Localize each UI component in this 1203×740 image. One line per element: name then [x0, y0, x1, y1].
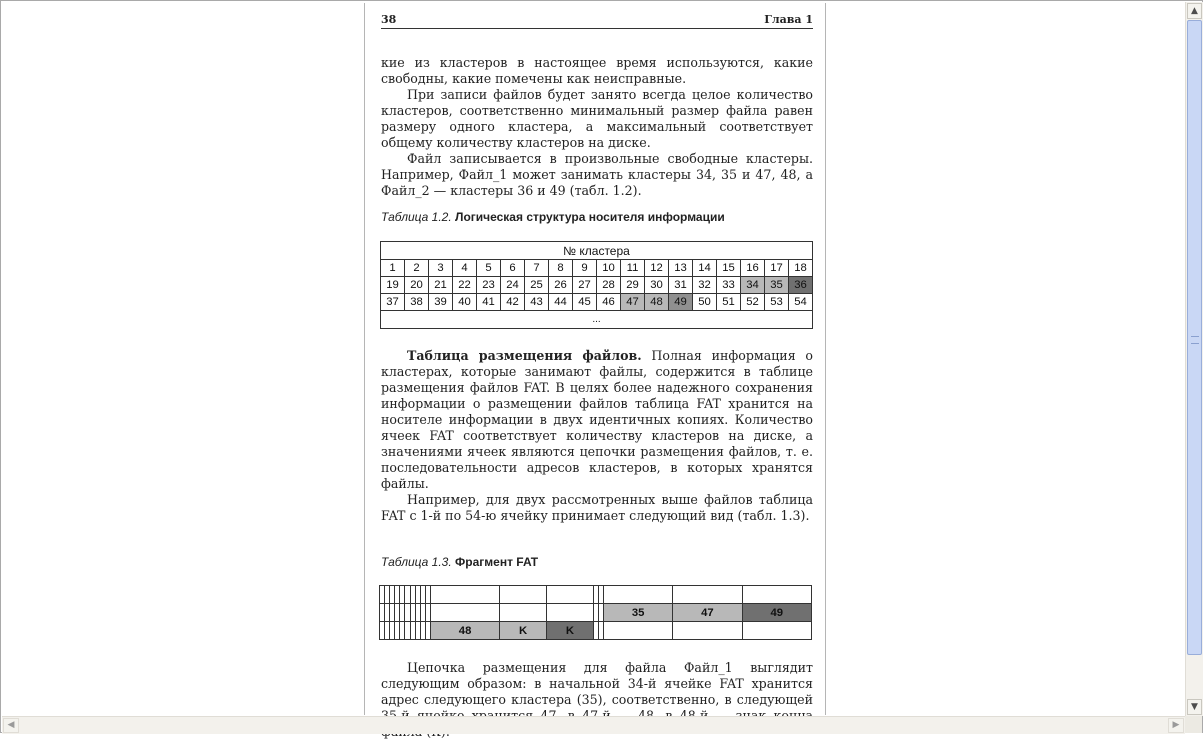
table-row: [381, 260, 813, 277]
paragraph-5: [381, 492, 813, 524]
table-cell: 27: [573, 277, 597, 294]
paragraph-2: [381, 87, 813, 151]
table-cell: 52: [741, 294, 765, 311]
scroll-down-button[interactable]: [1187, 699, 1202, 715]
table-cell: 51: [717, 294, 741, 311]
table-cell: 13: [669, 260, 693, 277]
paragraph-4-text: Полная информация о кластерах, которые занимают файлы, содержится в таблице размещения файлов FAT. В целях более надежного сохранения информации о размещении файлов таблица FAT хранится на носителе информации в двух идентичных копиях. Количество ячеек FAT соответствует количеству кластеров на диске, а значениями ячеек являются цепочки размещения файлов, т. е. последовательности адресов кластеров, в которых хранятся файлы.: [381, 348, 813, 491]
paragraph-1-text: кие из кластеров в настоящее время используются, какие свободны, какие помечены как неисправные.: [381, 55, 813, 86]
table-cell-file1: 35: [765, 277, 789, 294]
table-cell: 17: [765, 260, 789, 277]
table-cell: 4: [453, 260, 477, 277]
scroll-up-button[interactable]: [1187, 3, 1202, 19]
table-1-2-title: Логическая структура носителя информации: [451, 210, 725, 224]
table-cell: 26: [549, 277, 573, 294]
table-cell: 39: [429, 294, 453, 311]
table-cell-file2: 36: [789, 277, 813, 294]
paragraph-4: [381, 348, 813, 492]
table-cell: 45: [573, 294, 597, 311]
table-cell: 44: [549, 294, 573, 311]
table-cell-file2: K: [547, 622, 594, 640]
chevron-up-icon: ▲: [1191, 6, 1198, 16]
table-cell: [673, 586, 742, 604]
table-cell: 37: [381, 294, 405, 311]
scroll-right-button[interactable]: [1168, 718, 1184, 733]
table-cell: 41: [477, 294, 501, 311]
fat-fragment-table: [379, 585, 812, 640]
table-row: [381, 277, 813, 294]
paragraph-2-text: При записи файлов будет занято всегда целое количество кластеров, соответственно минимальный размер файла равен размеру одного кластера, а максимальный соответствует общему количеству кластеров на диске.: [381, 87, 813, 150]
table-cell-file1: 34: [741, 277, 765, 294]
table-cell: 25: [525, 277, 549, 294]
table-cell: 30: [645, 277, 669, 294]
table-cell: 42: [501, 294, 525, 311]
table-cell: 16: [741, 260, 765, 277]
table-cell: 24: [501, 277, 525, 294]
table-1-2-number: Таблица 1.2.: [381, 210, 452, 224]
table-cell-file1: 47: [673, 604, 742, 622]
table-cell-file1: 47: [621, 294, 645, 311]
table-cell: 28: [597, 277, 621, 294]
cluster-structure-table: [380, 241, 813, 329]
grip-icon: [1191, 336, 1199, 344]
table-cell: [673, 622, 742, 640]
table-cell: 6: [501, 260, 525, 277]
vertical-scrollbar[interactable]: [1185, 2, 1203, 716]
table-cell: 40: [453, 294, 477, 311]
table-cell-file1: 35: [604, 604, 673, 622]
page-number: 38: [381, 13, 397, 26]
table-1-3-title: Фрагмент FAT: [451, 555, 539, 569]
table-cell-file2: 49: [742, 604, 811, 622]
table-cell: 54: [789, 294, 813, 311]
table-cell: 9: [573, 260, 597, 277]
table-cell: 11: [621, 260, 645, 277]
table-cell: [547, 586, 594, 604]
table-row: [380, 604, 812, 622]
table-cell: [430, 586, 499, 604]
table-cell: 22: [453, 277, 477, 294]
chapter-title: Глава 1: [764, 13, 813, 26]
paragraph-3-text: Файл записывается в произвольные свободные кластеры. Например, Файл_1 может занимать кластеры 34, 35 и 47, 48, а Файл_2 — кластеры 36 и 49 (табл. 1.2).: [381, 151, 813, 198]
paragraph-3: [381, 151, 813, 199]
paragraph-4-heading: Таблица размещения файлов.: [407, 348, 642, 363]
table-cell: [500, 586, 547, 604]
table-cell: 43: [525, 294, 549, 311]
chevron-right-icon: ▶: [1172, 720, 1180, 730]
table-cell: 46: [597, 294, 621, 311]
table-cell: 12: [645, 260, 669, 277]
table-1-3-number: Таблица 1.3.: [381, 555, 452, 569]
table-cell: 10: [597, 260, 621, 277]
page-header: [381, 12, 813, 29]
table-1-3-caption: [381, 555, 538, 569]
chevron-down-icon: ▼: [1191, 702, 1198, 712]
table-cell: 31: [669, 277, 693, 294]
table-cell: 7: [525, 260, 549, 277]
paragraph-6-text: Цепочка размещения для файла Файл_1 выглядит следующим образом: в начальной 34-й ячейке FAT хранится адрес следующего кластера (35), соответственно, в следующей: [381, 660, 813, 707]
table-cell: 33: [717, 277, 741, 294]
table-ellipsis-row: ...: [381, 311, 813, 329]
table-cell: [604, 586, 673, 604]
table-cell: 20: [405, 277, 429, 294]
table-cell: 2: [405, 260, 429, 277]
table-cell: 50: [693, 294, 717, 311]
table-cell-file1: 48: [645, 294, 669, 311]
table-cell: [604, 622, 673, 640]
table-cell: 3: [429, 260, 453, 277]
table-cell: 23: [477, 277, 501, 294]
paragraph-5-text: Например, для двух рассмотренных выше файлов таблица FAT с 1-й по 54-ю ячейку принимает следующий вид (табл. 1.3).: [381, 492, 813, 523]
table-cell: [430, 604, 499, 622]
table-cell: 14: [693, 260, 717, 277]
table-header-cluster-number: № кластера: [381, 242, 813, 260]
table-cell: 1: [381, 260, 405, 277]
table-cell: 8: [549, 260, 573, 277]
table-cell-file1: K: [500, 622, 547, 640]
scrollbar-corner: [1185, 716, 1202, 733]
table-row: [380, 586, 812, 604]
table-cell: [547, 604, 594, 622]
table-cell: 5: [477, 260, 501, 277]
table-cell-file2: 49: [669, 294, 693, 311]
table-cell: [742, 586, 811, 604]
table-cell: [500, 604, 547, 622]
scroll-thumb[interactable]: [1187, 20, 1202, 655]
paragraph-1: [381, 55, 813, 87]
table-cell: 29: [621, 277, 645, 294]
table-cell: 15: [717, 260, 741, 277]
table-cell: [742, 622, 811, 640]
table-cell-file1: 48: [430, 622, 499, 640]
scroll-left-button[interactable]: [3, 718, 19, 733]
horizontal-scrollbar[interactable]: [2, 716, 1185, 734]
table-cell: 53: [765, 294, 789, 311]
table-cell: 32: [693, 277, 717, 294]
table-cell: 18: [789, 260, 813, 277]
table-cell: 21: [429, 277, 453, 294]
table-cell: 19: [381, 277, 405, 294]
table-row: [380, 622, 812, 640]
table-cell: 38: [405, 294, 429, 311]
table-row: [381, 294, 813, 311]
chevron-left-icon: ◀: [7, 720, 15, 730]
table-1-2-caption: [381, 210, 725, 224]
document-page: [364, 3, 826, 715]
